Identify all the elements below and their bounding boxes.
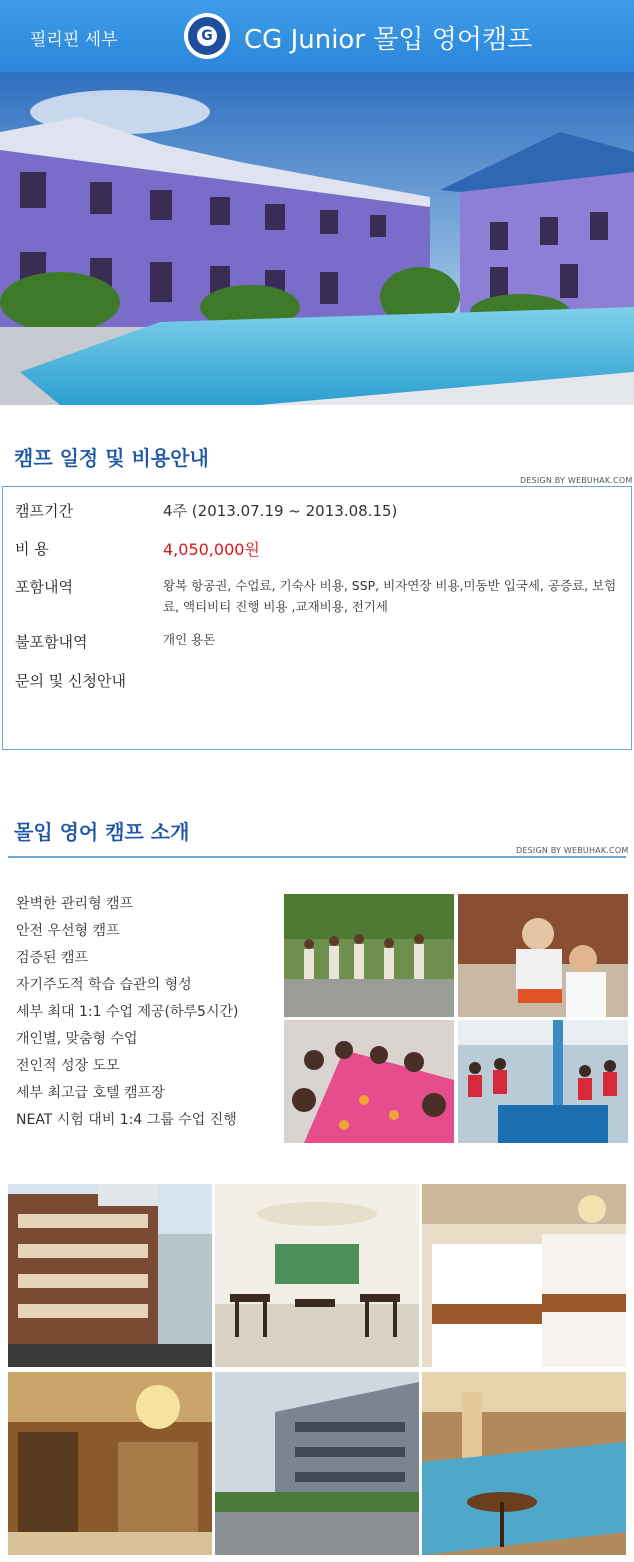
feature-list	[16, 893, 238, 1136]
cg-logo-icon: G	[184, 13, 230, 59]
row-value-period: 4주 (2013.07.19 ~ 2013.08.15)	[163, 502, 398, 520]
list-item: 전인적 성장 도모	[16, 1058, 120, 1074]
list-item: 자기주도적 학습 습관의 형성	[16, 977, 192, 993]
row-value-included: 왕복 항공권, 수업료, 기숙사 비용, SSP, 비자연장 비용,미동반 입국세, 공증료, 보험료, 액티비티 진행 비용 ,교재비용, 전기세	[163, 578, 617, 614]
row-label-inquiry: 문의 및 신청안내	[15, 672, 126, 690]
schedule-info-box	[2, 486, 632, 750]
hero-resort-photo	[0, 72, 634, 405]
row-value-excluded: 개인 용돈	[163, 632, 216, 647]
photo-students-outdoor	[284, 894, 454, 1017]
header-banner	[0, 0, 634, 72]
list-item: NEAT 시험 대비 1:4 그룹 수업 진행	[16, 1112, 237, 1128]
photo-hotel-lobby	[8, 1372, 212, 1555]
photo-hotel-pool	[422, 1372, 626, 1555]
photo-hotel-entrance	[215, 1372, 419, 1555]
section-divider	[8, 856, 626, 858]
photo-hotel-exterior	[8, 1184, 212, 1367]
row-label-period: 캠프기간	[15, 502, 73, 520]
list-item: 검증된 캠프	[16, 950, 89, 966]
list-item: 완벽한 관리형 캠프	[16, 896, 134, 912]
photo-boat-trip	[458, 1020, 628, 1143]
list-item: 세부 최고급 호텔 캠프장	[16, 1085, 165, 1101]
design-credit: DESIGN BY WEBUHAK.COM	[516, 846, 629, 855]
page-title: CG Junior 몰입 영어캠프	[244, 25, 533, 55]
photo-group-meal	[284, 1020, 454, 1143]
row-label-excluded: 불포함내역	[15, 633, 88, 651]
list-item: 안전 우선형 캠프	[16, 923, 120, 939]
photo-hotel-restaurant	[215, 1184, 419, 1367]
region-label: 필리핀 세부	[30, 30, 118, 50]
row-value-cost: 4,050,000원	[163, 540, 260, 559]
photo-study-session	[458, 894, 628, 1017]
schedule-section-title: 캠프 일정 및 비용안내	[14, 446, 209, 470]
row-label-included: 포함내역	[15, 578, 73, 596]
list-item: 개인별, 맞춤형 수업	[16, 1031, 138, 1047]
list-item: 세부 최대 1:1 수업 제공(하루5시간)	[16, 1004, 239, 1020]
design-credit: DESIGN BY WEBUHAK.COM	[520, 476, 633, 485]
intro-section-title: 몰입 영어 캠프 소개	[14, 820, 190, 844]
row-label-cost: 비 용	[15, 540, 49, 558]
photo-hotel-bedroom	[422, 1184, 626, 1367]
